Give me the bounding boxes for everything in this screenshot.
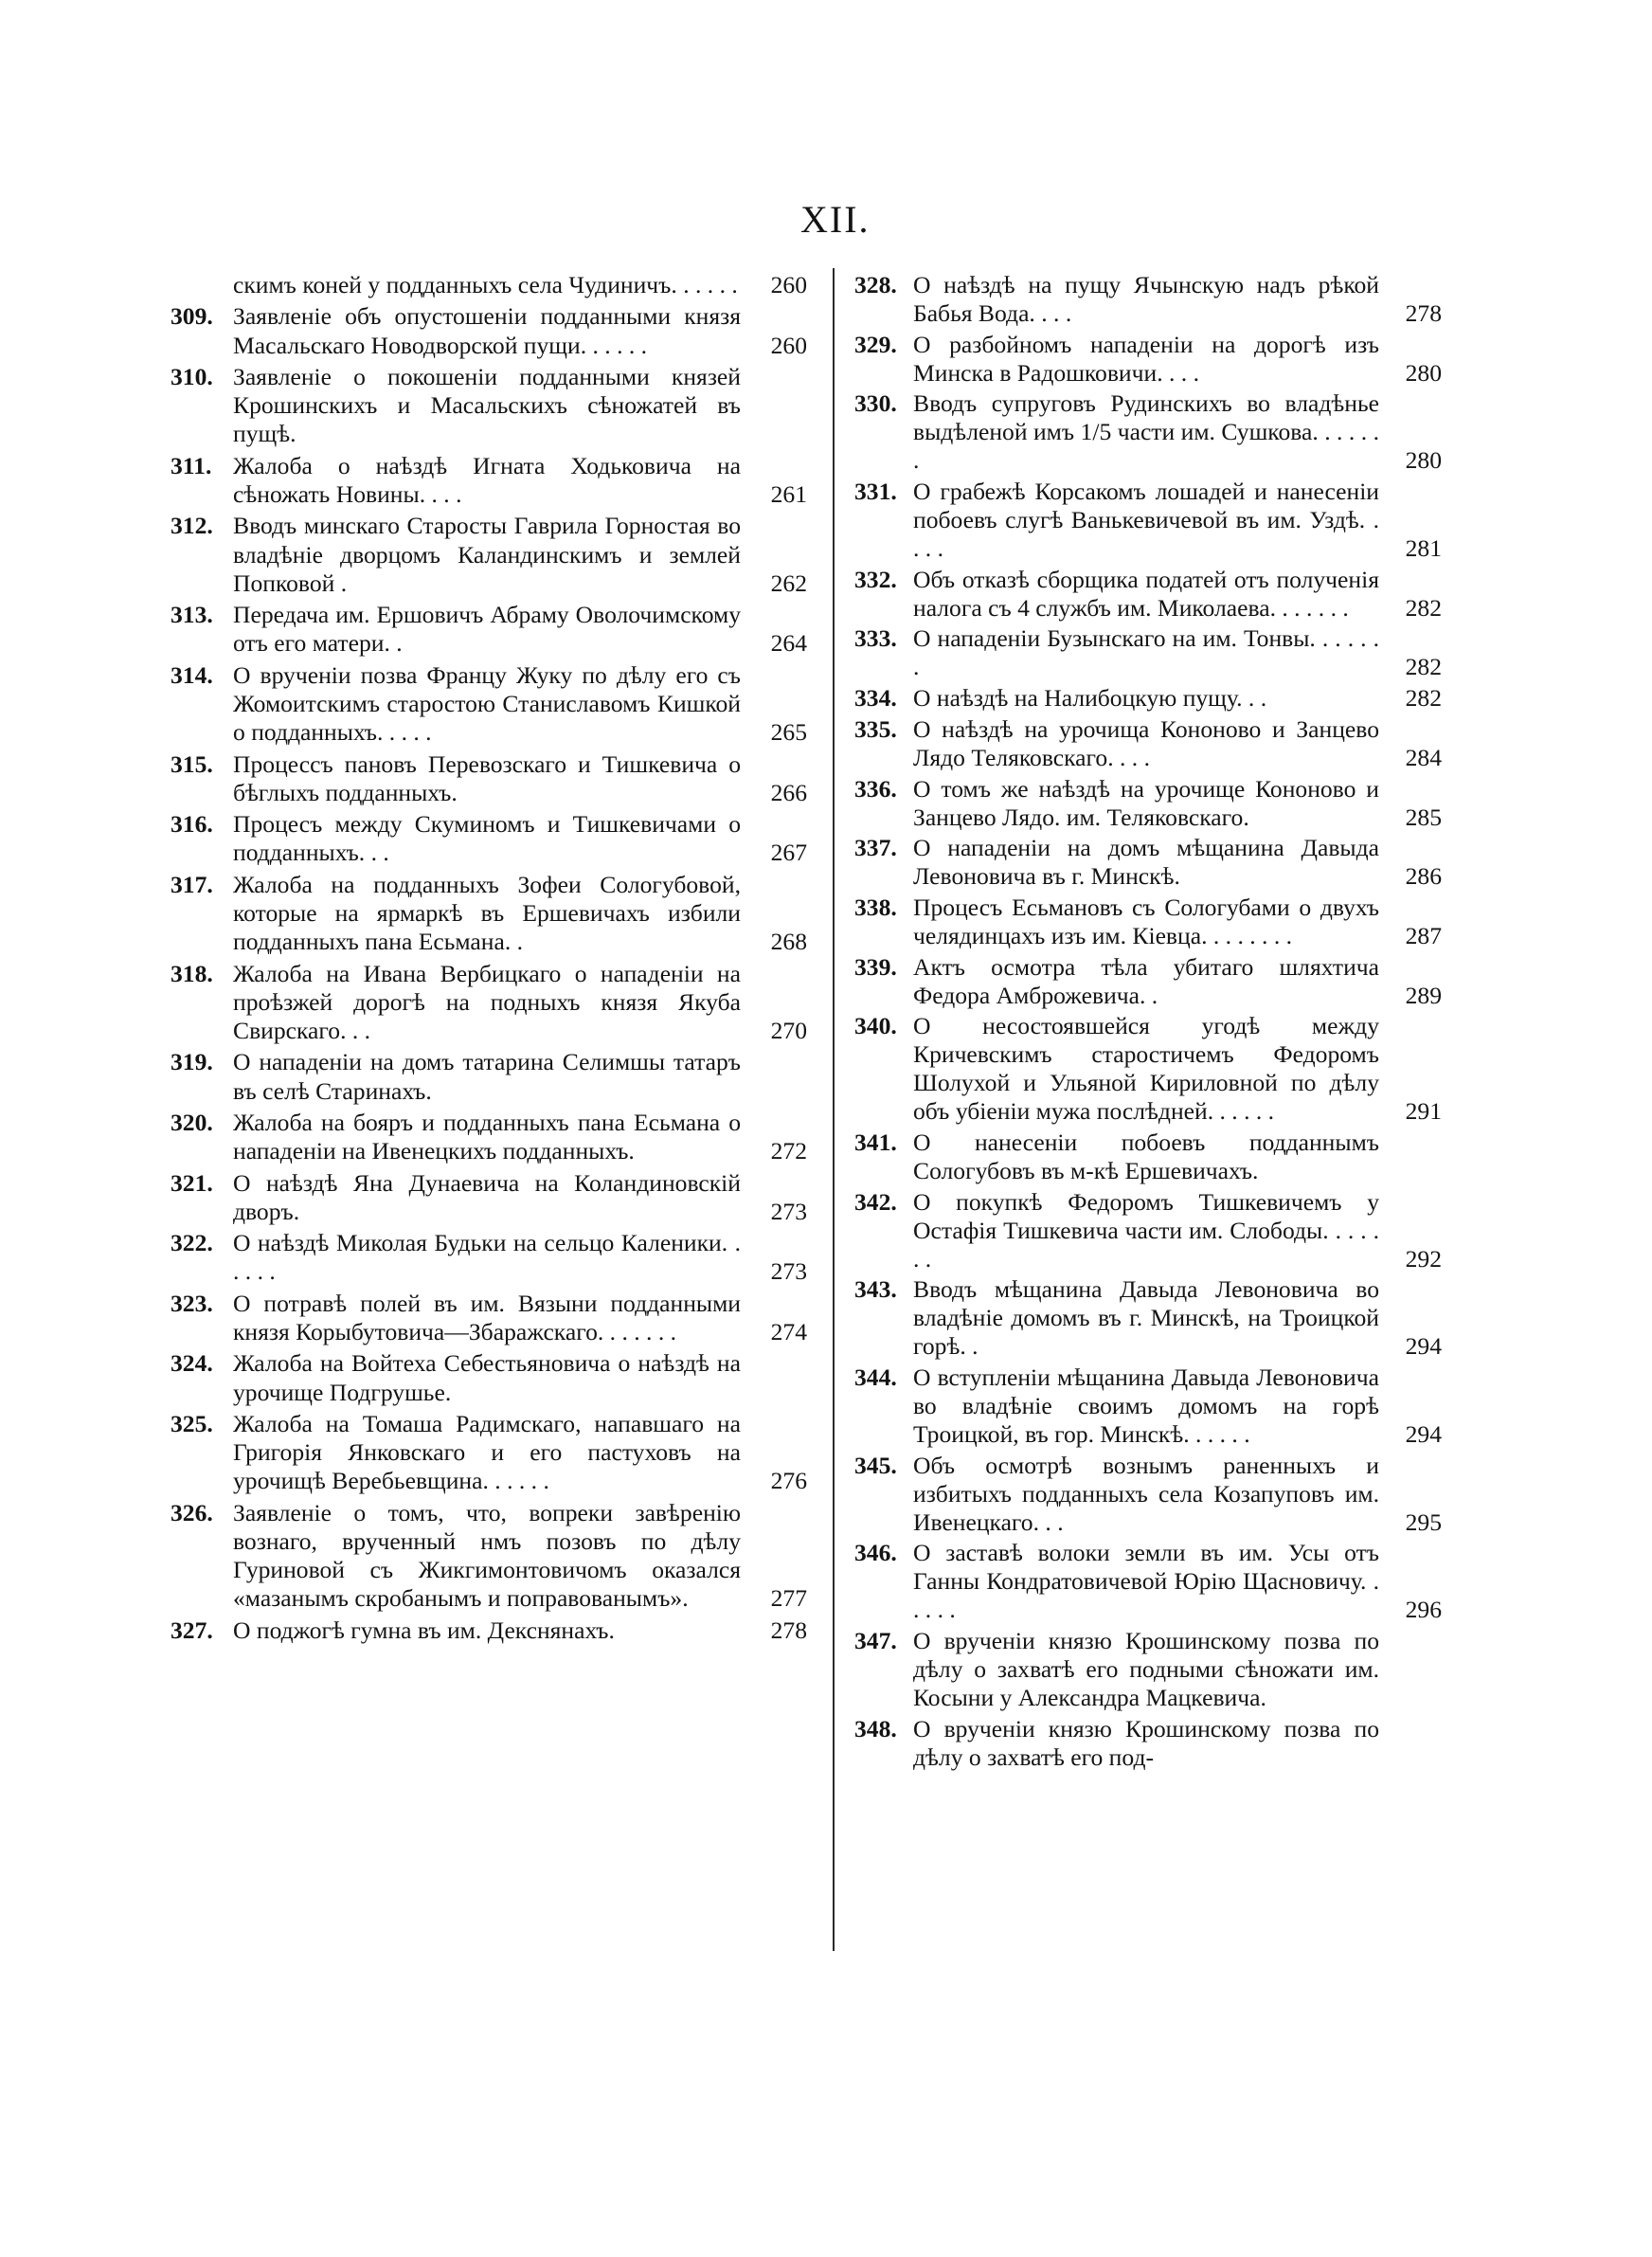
toc-entry: [171, 1410, 807, 1496]
entry-title: Процессъ пановъ Перевозскаго и Тишкевича о бѣглыхъ подданныхъ.: [233, 749, 741, 806]
entry-page: 295: [1405, 1508, 1442, 1536]
entry-number: 316.: [171, 810, 213, 839]
right-column: [854, 271, 1442, 1774]
toc-entry: [171, 750, 807, 807]
entry-page: 282: [1405, 684, 1442, 713]
entry-page: 270: [770, 1016, 807, 1044]
entry-page: 278: [770, 1616, 807, 1644]
toc-entry: [854, 894, 1442, 950]
entry-title: О заставѣ волоки земли въ им. Усы отъ Ганны Кондратовичевой Юрію Щасновичу. . . . . .: [913, 1539, 1379, 1624]
entry-page: 292: [1405, 1244, 1442, 1273]
entry-title: скимъ коней у подданныхъ села Чудиничъ. . . . . .: [233, 271, 738, 298]
toc-entry: [171, 1499, 807, 1614]
entry-number: 333.: [854, 624, 897, 653]
entry-number: 337.: [854, 834, 897, 862]
entry-number: 324.: [171, 1349, 213, 1378]
entry-title: О врученіи позва Францу Жуку по дѣлу его съ Жомоитскимъ старостою Станиславомъ Кишкой о подданныхъ. . . . .: [233, 660, 741, 747]
toc-entry: [854, 566, 1442, 623]
entry-page: 285: [1405, 803, 1442, 831]
toc-entry: [854, 775, 1442, 832]
entry-number: 317.: [171, 870, 213, 898]
entry-page: 273: [770, 1257, 807, 1286]
entry-title: Жалоба на Войтеха Себестьяновича о наѣздѣ на урочище Подгрушье.: [233, 1349, 741, 1406]
toc-entry: [171, 1229, 807, 1286]
toc-entry: [854, 1715, 1442, 1772]
toc-entry: [854, 1627, 1442, 1712]
entry-number: 330.: [854, 389, 897, 418]
entry-number: 334.: [854, 684, 897, 713]
entry-page: 264: [770, 629, 807, 658]
entry-title: О томъ же наѣздѣ на урочище Кононово и Занцево Лядо. им. Теляковскаго.: [913, 774, 1379, 831]
entry-title: О вступленіи мѣщанина Давыда Левоновича во владѣніе своимъ домомъ на горѣ Троицкой, въ гор. Минскѣ. . . . . .: [913, 1363, 1379, 1448]
entry-title: О наѣздѣ Яна Дунаевича на Коландиновскій дворъ.: [233, 1168, 741, 1225]
entry-number: 318.: [171, 959, 213, 987]
entry-page: 272: [770, 1137, 807, 1165]
entry-title: Жалоба о наѣздѣ Игната Ходьковича на сѣножать Новины. . . .: [233, 451, 741, 508]
entry-number: 320.: [171, 1108, 213, 1136]
entry-page: 262: [770, 569, 807, 597]
entry-number: 336.: [854, 774, 897, 803]
toc-entry: [854, 953, 1442, 1010]
entry-title: О нападеніи на домъ мѣщанина Давыда Левоновича въ г. Минскѣ.: [913, 834, 1379, 891]
entry-number: 313.: [171, 601, 213, 629]
entry-number: 329.: [854, 330, 897, 358]
entry-title: О наѣздѣ Миколая Будьки на сельцо Каленики. . . . . .: [233, 1229, 741, 1286]
entry-page: 273: [770, 1197, 807, 1225]
entry-title: Жалоба на Томаша Радимскаго, напавшаго на Григорія Янковскаго и его пастуховъ на урочищѣ Веребьевщина. . . . . .: [233, 1409, 741, 1495]
entry-number: 347.: [854, 1627, 897, 1655]
entry-page: 280: [1405, 358, 1442, 387]
entry-number: 319.: [171, 1048, 213, 1076]
toc-entry: [854, 331, 1442, 388]
entry-number: 323.: [171, 1289, 213, 1317]
toc-entry: [171, 661, 807, 748]
page-number: XII.: [800, 198, 871, 241]
toc-entry: [854, 715, 1442, 772]
entry-number: 343.: [854, 1275, 897, 1304]
toc-entry: [171, 271, 807, 299]
entry-number: 346.: [854, 1539, 897, 1567]
entry-title: Передача им. Ершовичъ Абраму Оволочимскому отъ его матери. .: [233, 601, 741, 658]
entry-number: 315.: [171, 749, 213, 778]
entry-title: О наѣздѣ на пущу Ячынскую надъ рѣкой Бабья Вода. . . .: [913, 271, 1379, 327]
entry-page: 277: [770, 1584, 807, 1613]
entry-number: 322.: [171, 1229, 213, 1257]
toc-entry: [171, 1616, 807, 1645]
entry-title: Вводъ супруговъ Рудинскихъ во владѣнье выдѣленой имъ 1/5 части им. Сушкова. . . . . . .: [913, 389, 1379, 475]
entry-page: 276: [770, 1467, 807, 1495]
toc-entry: [854, 478, 1442, 563]
entry-number: 321.: [171, 1168, 213, 1197]
toc-entry: [171, 1349, 807, 1406]
entry-number: 332.: [854, 565, 897, 593]
entry-title: Объ отказѣ сборщика податей отъ полученія налога съ 4 службъ им. Миколаева. . . . . . .: [913, 565, 1379, 622]
entry-number: 331.: [854, 478, 897, 506]
entry-page: 294: [1405, 1332, 1442, 1361]
entry-title: Актъ осмотра тѣла убитаго шляхтича Федора Амброжевича. .: [913, 952, 1379, 1009]
toc-entry: [854, 684, 1442, 713]
toc-entry: [171, 1290, 807, 1346]
entry-page: 291: [1405, 1097, 1442, 1126]
toc-entry: [171, 452, 807, 509]
entry-number: 325.: [171, 1409, 213, 1437]
entry-title: О поджогѣ гумна въ им. Декснянахъ.: [233, 1616, 615, 1644]
entry-title: Объ осмотрѣ вознымъ раненныхъ и избитыхъ подданныхъ села Козапуповъ им. Ивенецкаго. . .: [913, 1451, 1379, 1536]
entry-title: Процесъ Есьмановъ съ Сологубами о двухъ челядинцахъ изъ им. Кіевца. . . . . . . .: [913, 893, 1379, 949]
entry-page: 274: [770, 1317, 807, 1345]
toc-entry: [171, 363, 807, 449]
entry-page: 294: [1405, 1420, 1442, 1448]
entry-page: 282: [1405, 653, 1442, 681]
toc-entry: [854, 1128, 1442, 1185]
toc-entry: [854, 834, 1442, 891]
entry-page: 278: [1405, 299, 1442, 327]
entry-title: О разбойномъ нападеніи на дорогѣ изъ Минска в Радошковичи. . . .: [913, 330, 1379, 387]
entry-title: Вводъ минскаго Старосты Гаврила Горностая во владѣніе дворцомъ Каландинскимъ и землей Попковой .: [233, 512, 741, 597]
entry-page: 267: [770, 839, 807, 867]
entry-title: Жалоба на подданныхъ Зофеи Сологубовой, которые на ярмаркѣ въ Ершевичахъ избили подданныхъ пана Есьмана. .: [233, 870, 741, 956]
entry-page: 289: [1405, 981, 1442, 1009]
entry-title: О несостоявшейся угодѣ между Кричевскимъ старостичемъ Федоромъ Шолухой и Ульяной Кириловной по дѣлу объ убіеніи мужа послѣдней. . . . . .: [913, 1012, 1379, 1126]
entry-title: Заявленіе объ опустошеніи подданными князя Масальскаго Новодворской пущи. . . . . .: [233, 302, 741, 359]
entry-number: 335.: [854, 714, 897, 743]
entry-number: 314.: [171, 660, 213, 689]
entry-page: 260: [770, 271, 807, 298]
entry-title: О грабежѣ Корсакомъ лошадей и нанесеніи побоевъ слугѣ Ванькевичевой въ им. Уздѣ. . . . .: [913, 478, 1379, 563]
toc-entry: [854, 271, 1442, 328]
entry-page: 296: [1405, 1596, 1442, 1624]
toc-entry: [171, 960, 807, 1046]
entry-page: 265: [770, 718, 807, 747]
entry-page: 286: [1405, 862, 1442, 891]
entry-number: 348.: [854, 1714, 897, 1742]
toc-entry: [171, 302, 807, 359]
entry-title: О нападеніи Бузынскаго на им. Тонвы. . . . . . .: [913, 624, 1379, 681]
toc-entry: [171, 871, 807, 957]
entry-title: О потравѣ полей въ им. Вязыни подданными князя Корыбутовича—Збаражскаго. . . . . . .: [233, 1289, 741, 1345]
entry-title: О наѣздѣ на урочища Кононово и Занцево Лядо Теляковскаго. . . .: [913, 714, 1379, 771]
entry-title: Заявленіе о томъ, что, вопреки завѣренію вознаго, врученный нмъ позовъ по дѣлу Гуриновой съ Жикгимонтовичомъ оказался «мазанымъ скробанымъ и поправованымъ».: [233, 1498, 741, 1613]
entry-title: Вводъ мѣщанина Давыда Левоновича во владѣніе домомъ въ г. Минскѣ, на Троицкой горѣ. .: [913, 1275, 1379, 1361]
entry-number: 340.: [854, 1012, 897, 1040]
toc-entry: [854, 1188, 1442, 1273]
entry-number: 338.: [854, 893, 897, 921]
entry-page: 284: [1405, 743, 1442, 771]
column-divider: [833, 268, 835, 1951]
entry-number: 312.: [171, 512, 213, 540]
toc-entry: [171, 1169, 807, 1226]
entry-number: 342.: [854, 1187, 897, 1216]
entry-title: О врученіи князю Крошинскому позва по дѣлу о захватѣ его под-: [913, 1714, 1379, 1771]
entry-title: Жалоба на бояръ и подданныхъ пана Есьмана о нападеніи на Ивенецкихъ подданныхъ.: [233, 1108, 741, 1165]
entry-title: Заявленіе о покошеніи подданными князей Крошинскихъ и Масальскихъ сѣножатей въ пущѣ.: [233, 362, 741, 448]
entry-page: 260: [770, 331, 807, 359]
entry-number: 309.: [171, 302, 213, 331]
toc-entry: [171, 810, 807, 867]
entry-number: 327.: [171, 1616, 213, 1644]
entry-number: 345.: [854, 1451, 897, 1479]
toc-entry: [171, 1109, 807, 1165]
toc-entry: [854, 624, 1442, 681]
entry-title: Процесъ между Скуминомъ и Тишкевичами о подданныхъ. . .: [233, 810, 741, 867]
toc-entry: [171, 1048, 807, 1105]
entry-title: О нанесеніи побоевъ подданнымъ Сологубовъ въ м-кѣ Ершевичахъ.: [913, 1128, 1379, 1184]
entry-number: 341.: [854, 1128, 897, 1156]
entry-title: О наѣздѣ на Налибоцкую пущу. . .: [913, 684, 1267, 713]
entry-number: 326.: [171, 1498, 213, 1526]
entry-number: 310.: [171, 362, 213, 390]
entry-number: 311.: [171, 451, 212, 479]
entry-page: 282: [1405, 593, 1442, 622]
toc-entry: [854, 1452, 1442, 1537]
entry-page: 287: [1405, 921, 1442, 949]
entry-page: 261: [770, 479, 807, 508]
toc-entry: [854, 1012, 1442, 1126]
entry-number: 328.: [854, 271, 897, 298]
toc-entry: [854, 389, 1442, 475]
entry-title: О нападеніи на домъ татарина Селимшы татаръ въ селѣ Старинахъ.: [233, 1048, 741, 1105]
toc-entry: [171, 512, 807, 598]
entry-page: 280: [1405, 446, 1442, 475]
entry-title: Жалоба на Ивана Вербицкаго о нападеніи на проѣзжей дорогѣ на подныхъ князя Якуба Свирскаго. . .: [233, 959, 741, 1044]
toc-entry: [854, 1275, 1442, 1361]
entry-title: О покупкѣ Федоромъ Тишкевичемъ у Остафія Тишкевича части им. Слободы. . . . . . .: [913, 1187, 1379, 1273]
left-column: [171, 271, 807, 1648]
entry-page: 281: [1405, 534, 1442, 563]
entry-page: 266: [770, 778, 807, 806]
entry-page: 268: [770, 928, 807, 956]
toc-entry: [854, 1539, 1442, 1624]
entry-number: 344.: [854, 1363, 897, 1391]
entry-number: 339.: [854, 952, 897, 981]
toc-entry: [854, 1363, 1442, 1449]
toc-entry: [171, 601, 807, 658]
entry-title: О врученіи князю Крошинскому позва по дѣлу о захватѣ его подными сѣножати им. Косыни у Александра Мацкевича.: [913, 1627, 1379, 1712]
